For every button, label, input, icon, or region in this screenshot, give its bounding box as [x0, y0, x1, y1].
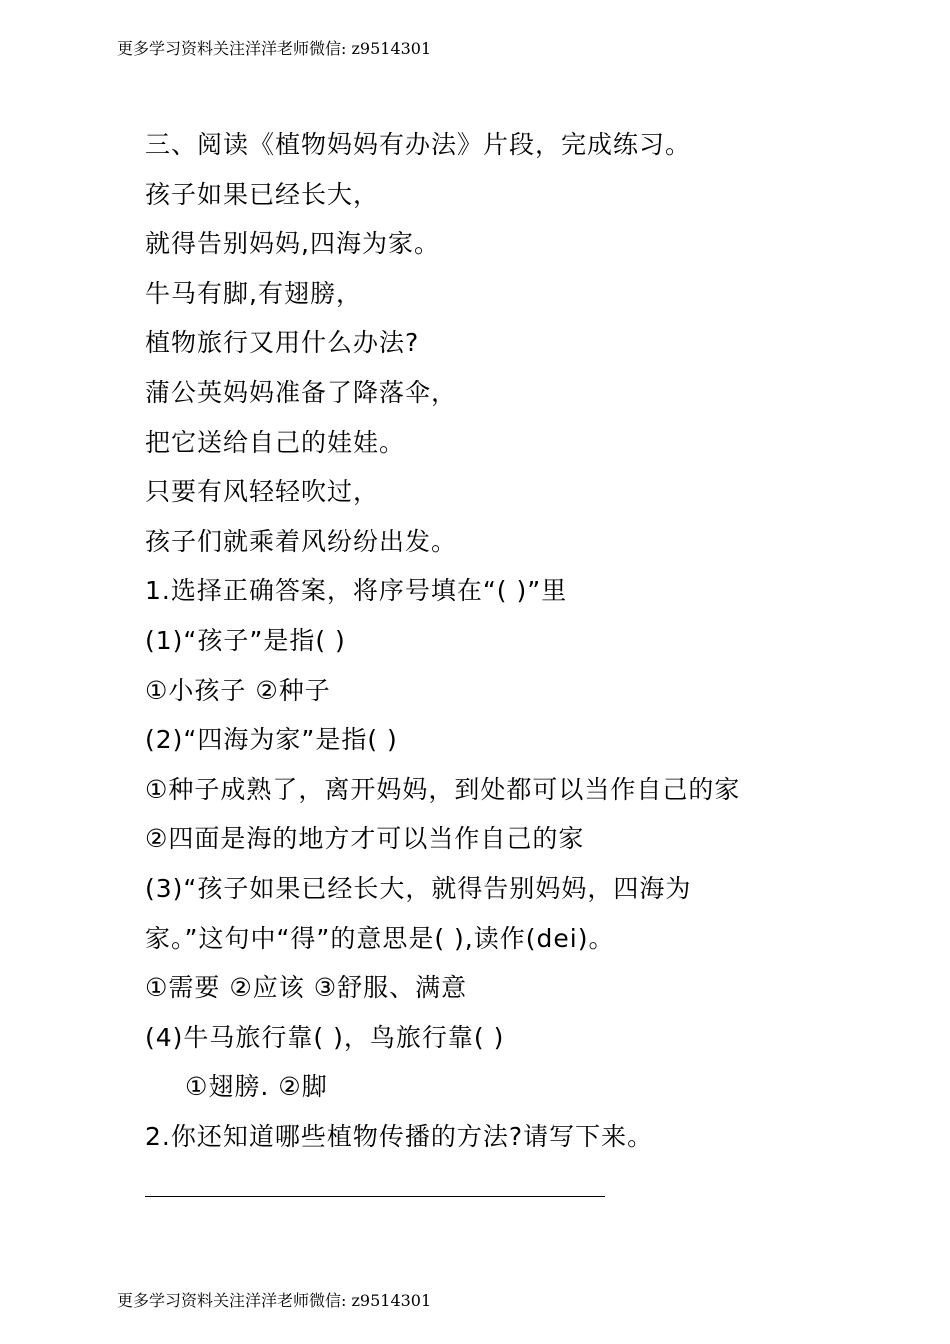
passage-line: 孩子们就乘着风纷纷出发。 — [145, 526, 458, 556]
subquestion-3-options: ①需要 ②应该 ③舒服、满意 — [145, 973, 468, 1003]
page-footer: 更多学习资料关注洋洋老师微信: z9514301 — [117, 1291, 432, 1310]
exercise-title: 三、阅读《植物妈妈有办法》片段，完成练习。 — [145, 130, 692, 159]
subquestion-1-options: ①小孩子 ②种子 — [145, 675, 331, 705]
subquestion-3-line-2: 家。”这句中“得”的意思是( ),读作(dei)。 — [145, 923, 615, 953]
subquestion-2-option-2: ②四面是海的地方才可以当作自己的家 — [145, 824, 585, 854]
passage-line: 把它送给自己的娃娃。 — [145, 427, 406, 457]
question-1-prompt: 1.选择正确答案，将序号填在“( )”里 — [145, 576, 568, 606]
subquestion-2: (2)“四海为家”是指( ) — [145, 725, 398, 755]
passage-line: 牛马有脚,有翅膀， — [145, 278, 362, 308]
subquestion-2-option-1: ①种子成熟了，离开妈妈，到处都可以当作自己的家 — [145, 774, 741, 804]
page-header: 更多学习资料关注洋洋老师微信: z9514301 — [117, 39, 432, 58]
question-2-prompt: 2.你还知道哪些植物传播的方法?请写下来。 — [145, 1121, 654, 1151]
subquestion-4-options: ①翅膀. ②脚 — [185, 1072, 328, 1102]
passage-line: 孩子如果已经长大， — [145, 179, 380, 209]
passage-line: 植物旅行又用什么办法? — [145, 328, 420, 358]
subquestion-3-line-1: (3)“孩子如果已经长大，就得告别妈妈，四海为 — [145, 873, 692, 903]
answer-blank-line[interactable] — [145, 1196, 605, 1197]
passage-line: 就得告别妈妈,四海为家。 — [145, 229, 440, 259]
passage-line: 只要有风轻轻吹过， — [145, 477, 380, 507]
passage-line: 蒲公英妈妈准备了降落伞， — [145, 377, 458, 407]
subquestion-4: (4)牛马旅行靠( )，鸟旅行靠( ) — [145, 1022, 505, 1052]
subquestion-1: (1)“孩子”是指( ) — [145, 625, 346, 655]
exercise-content — [145, 120, 845, 1161]
